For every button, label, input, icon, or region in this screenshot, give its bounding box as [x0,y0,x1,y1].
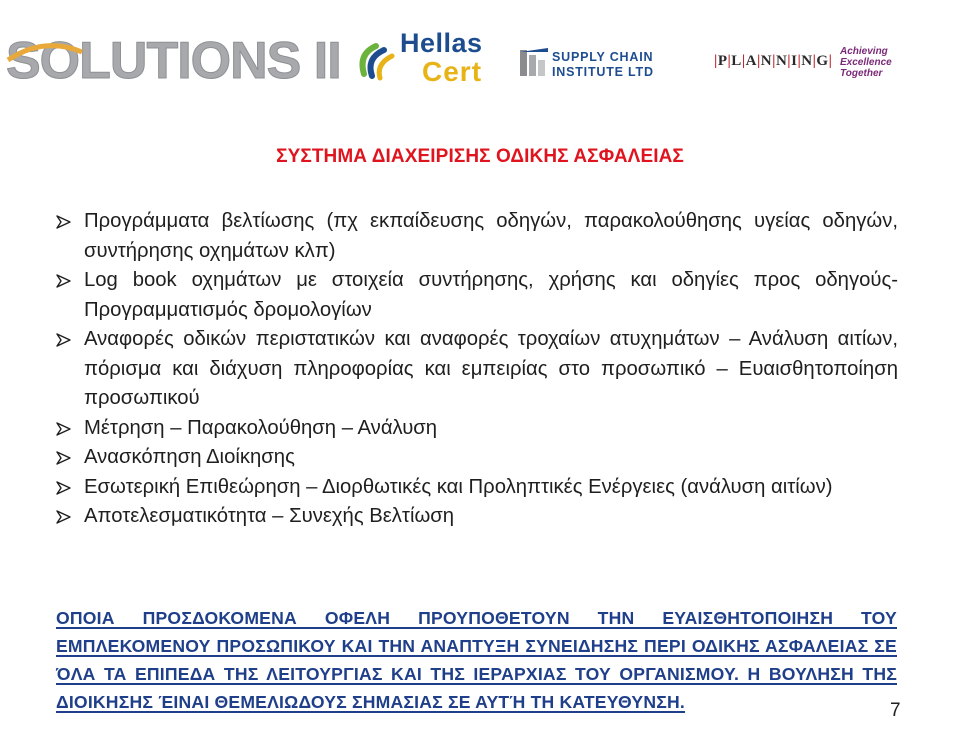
supply-chain-mark-icon [520,48,548,76]
hellas-cert-line1: Hellas [400,28,483,58]
slide-title: ΣΥΣΤΗΜΑ ΔΙΑΧΕΙΡΙΣΗΣ ΟΔΙΚΗΣ ΑΣΦΑΛΕΙΑΣ [276,146,684,167]
list-item-text: Ανασκόπηση Διοίκησης [84,446,295,468]
solutions-logo [4,30,341,90]
list-item [56,207,898,266]
arrow-bullet-icon [56,481,71,495]
hellas-cert-line2: Cert [422,56,483,87]
logo-bar [0,0,960,100]
arrow-bullet-icon [56,451,71,465]
supply-chain-line1: SUPPLY CHAIN [552,50,654,64]
list-item-text: Αποτελεσματικότητα – Συνεχής Βελτίωση [84,505,455,527]
hellas-cert-mark-icon [356,36,402,82]
supply-chain-line2: INSTITUTE LTD [552,65,654,79]
list-item-text: Προγράμματα βελτίωσης (πχ εκπαίδευσης οδηγών, παρακολούθησης υγείας οδηγών, συντήρησης οχημάτων κλπ) [84,210,898,262]
arrow-bullet-icon [56,510,71,524]
arrow-bullet-icon [56,333,71,347]
list-item [56,443,898,473]
planning-logo [714,42,954,88]
bullet-list [56,207,898,532]
list-item [56,414,898,444]
list-item-text: Εσωτερική Επιθεώρηση – Διορθωτικές και Προληπτικές Ενέργειες (ανάλυση αιτίων) [84,475,833,498]
arrow-bullet-icon [56,422,71,436]
planning-logo-wordmark: |P|L|A|N|N|I|N|G| [714,53,833,69]
hellas-cert-logo [356,26,498,87]
list-item [56,502,898,532]
list-item [56,266,898,325]
planning-logo-tagline: Achieving Excellence Together [840,46,892,79]
list-item [56,325,898,414]
arrow-bullet-icon [56,274,71,288]
list-item [56,473,898,503]
supply-chain-institute-logo [518,46,708,80]
list-item-text: Αναφορές οδικών περιστατικών και αναφορές τροχαίων ατυχημάτων – Ανάλυση αιτίων, πόρισμα και διάχυση πληροφορίας και εμπειρίας στο προσωπικό – Ευαισθητοποίηση προσωπικού [84,328,898,409]
conclusion-statement: ΟΠΟΙΑ ΠΡΟΣΔΟΚΟΜΕΝΑ ΟΦΕΛΗ ΠΡΟΥΠΟΘΕΤΟΥΝ ΤΗΝ ΕΥΑΙΣΘΗΤΟΠΟΙΗΣΗ ΤΟΥ ΕΜΠΛΕΚΟΜΕΝΟΥ ΠΡΟΣΩΠΙΚΟΥ ΚΑΙ ΤΗΝ ΑΝΑΠΤΥΞΗ ΣΥΝΕΙΔΗΣΗΣ ΠΕΡΙ ΟΔΙΚΗΣ ΑΣΦΑΛΕΙΑΣ ΣΕ ΌΛΑ ΤΑ ΕΠΙΠΕΔΑ ΤΗΣ ΛΕΙΤΟΥΡΓΙΑΣ ΚΑΙ ΤΗΣ ΙΕΡΑΡΧΙΑΣ ΤΟΥ ΟΡΓΑΝΙΣΜΟΥ. Η ΒΟΥΛΗΣΗ ΤΗΣ ΔΙΟΙΚΗΣΗΣ ΈΙΝΑΙ ΘΕΜΕΛΙΩΔΟΥΣ ΣΗΜΑΣΙΑΣ ΣΕ ΑΥΤΉ ΤΗ ΚΑΤΕΥΘΥΝΣΗ. [56,608,897,712]
arrow-bullet-icon [56,215,71,229]
page-number: 7 [890,700,901,721]
solutions-logo-text: SOLUTIONS II [6,32,341,90]
list-item-text: Log book οχημάτων με στοιχεία συντήρησης, χρήσης και οδηγίες προς οδηγούς- Προγραμματισμός δρομολογίων [84,269,898,321]
list-item-text: Μέτρηση – Παρακολούθηση – Ανάλυση [84,416,438,439]
